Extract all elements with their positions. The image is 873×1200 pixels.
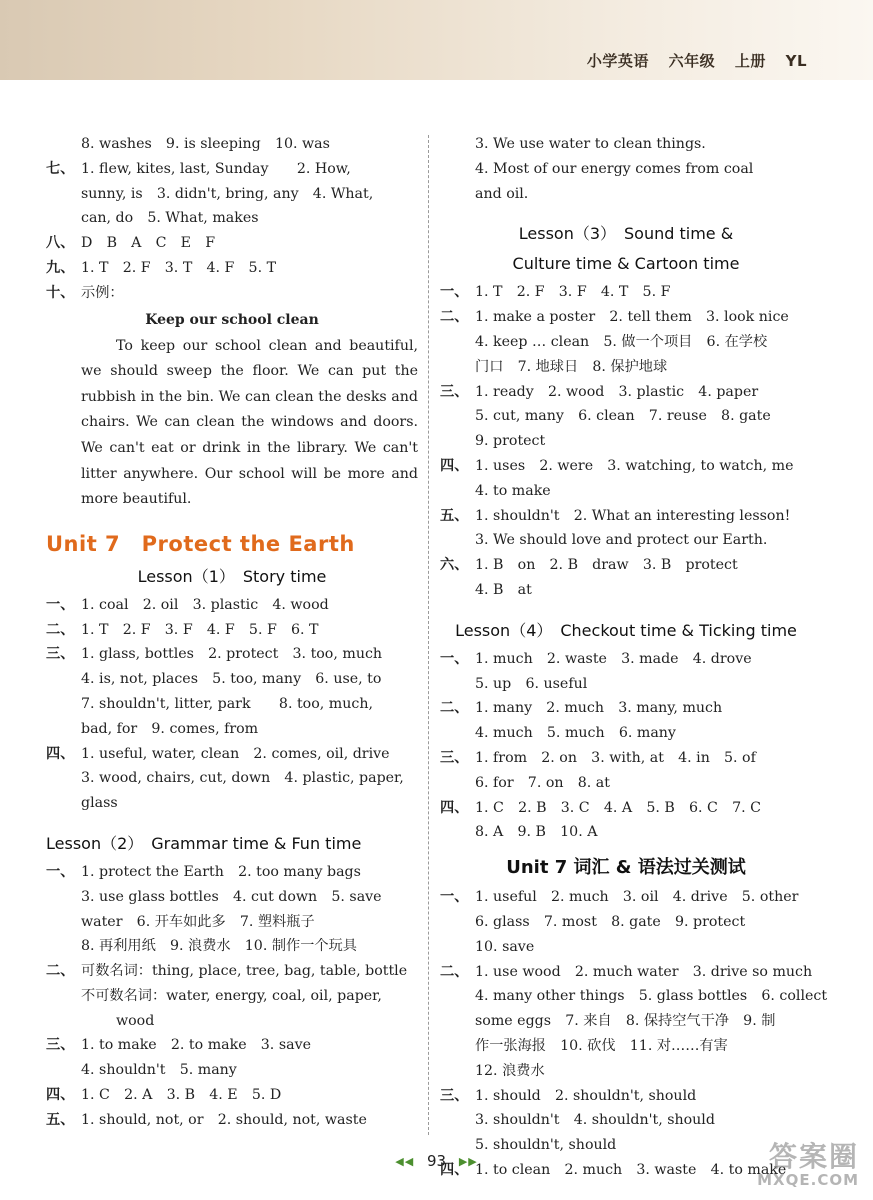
answer-text: 1. B on 2. B draw 3. B protect [475, 557, 738, 574]
answer-line [46, 256, 418, 281]
lesson4-answers [440, 647, 812, 845]
answer-line [440, 132, 812, 157]
answer-line [440, 771, 812, 796]
left-column [46, 132, 418, 1133]
lesson4-title: Lesson（4） Checkout time & Ticking time [455, 620, 797, 640]
header-grade: 六年级 [668, 52, 716, 70]
question-number: 五、 [46, 1111, 75, 1128]
unit-test-title: Unit 7 词汇 & 语法过关测试 [506, 857, 746, 879]
question-number: 三、 [440, 749, 469, 766]
answer-text: 示例： [81, 284, 124, 301]
answer-text: 5. shouldn't, should [475, 1137, 617, 1154]
answer-line [46, 157, 418, 182]
answer-text: 1. useful, water, clean 2. comes, oil, drive [81, 745, 390, 762]
header-edition: YL [785, 52, 807, 70]
lesson3-answers [440, 280, 812, 602]
question-number: 三、 [440, 1087, 469, 1104]
answer-text: can, do 5. What, makes [81, 210, 259, 227]
essay-body [46, 334, 418, 513]
answer-line [440, 355, 812, 380]
answer-text: 4. B at [475, 581, 532, 598]
lesson2-answers [46, 860, 418, 1133]
answer-line [46, 959, 418, 984]
question-number: 三、 [440, 383, 469, 400]
answer-line [440, 820, 812, 845]
answer-line [46, 766, 418, 791]
answer-line [440, 984, 828, 1009]
question-number: 一、 [46, 863, 75, 880]
question-number: 一、 [440, 650, 469, 667]
answer-text: 1. T 2. F 3. F 4. F 5. F 6. T [81, 621, 319, 638]
watermark-text: 答案圈 [768, 1140, 859, 1173]
watermark-logo [757, 1142, 859, 1188]
header-subject: 小学英语 [586, 52, 649, 70]
answer-line [440, 479, 812, 504]
answer-text: 1. from 2. on 3. with, at 4. in 5. of [475, 749, 756, 766]
answer-text: 12. 浪费水 [475, 1062, 545, 1079]
essay-title: Keep our school clean [145, 311, 319, 328]
answer-text: 4. Most of our energy comes from coal [475, 160, 754, 177]
answer-text: 作一张海报 10. 砍伐 11. 对……有害 [475, 1037, 728, 1054]
answer-line [440, 280, 812, 305]
question-number: 六、 [440, 557, 469, 574]
answer-line [440, 672, 812, 697]
answer-line [440, 935, 812, 960]
question-number: 二、 [440, 700, 469, 717]
question-number: 三、 [46, 1037, 75, 1054]
answer-text: 1. coal 2. oil 3. plastic 4. wood [81, 596, 329, 613]
answer-line [46, 281, 418, 306]
answer-line [46, 717, 418, 742]
question-number: 十、 [46, 284, 75, 301]
answer-line [440, 553, 812, 578]
answer-text: 10. save [475, 938, 535, 955]
lesson3-title-line2: Culture time & Cartoon time [512, 254, 740, 274]
question-number: 三、 [46, 646, 75, 663]
answer-text: 1. many 2. much 3. many, much [475, 700, 723, 717]
left-top-answers [46, 132, 418, 306]
question-number: 二、 [46, 963, 75, 980]
answer-line [440, 429, 812, 454]
answer-text: sunny, is 3. didn't, bring, any 4. What, [81, 185, 374, 202]
answer-text: 3. We use water to clean things. [475, 136, 706, 152]
answer-text: 1. flew, kites, last, Sunday 2. How, [81, 160, 351, 177]
answer-text: 1. should 2. shouldn't, should [475, 1087, 697, 1104]
answer-text: 可数名词：thing, place, tree, bag, table, bottle [81, 963, 408, 980]
answer-text: 不可数名词：water, energy, coal, oil, paper, [81, 987, 382, 1004]
answer-text: 8. 再利用纸 9. 浪费水 10. 制作一个玩具 [81, 938, 357, 955]
answer-line [46, 231, 418, 256]
question-number: 一、 [440, 889, 469, 906]
answer-line [440, 960, 812, 985]
answer-text: 1. shouldn't 2. What an interesting lesson! [475, 507, 791, 524]
answer-line [440, 380, 812, 405]
answer-text: 5. up 6. useful [475, 675, 588, 692]
answer-line [440, 647, 812, 672]
answer-line [46, 1108, 418, 1133]
answer-text: 6. for 7. on 8. at [475, 774, 610, 791]
answer-text: 1. protect the Earth 2. too many bags [81, 863, 361, 880]
answer-line [46, 910, 418, 935]
answer-text: D B A C E F [81, 235, 216, 252]
answer-line [440, 1108, 812, 1133]
essay-text: To keep our school clean and beautiful, we should sweep the floor. We can put the rubbish in the bin. We can clean the desks and chairs. We can clean the windows and doors. We can't eat or drink in the library. We can't litter anywhere. Our school will be more and more beautiful. [81, 337, 418, 508]
answer-line [440, 330, 812, 355]
answer-text: 6. glass 7. most 8. gate 9. protect [475, 913, 746, 930]
column-divider [428, 135, 429, 1135]
answer-text: 9. protect [475, 433, 546, 450]
answer-text: 1. uses 2. were 3. watching, to watch, me [475, 457, 794, 474]
lesson1-answers [46, 593, 418, 816]
answer-line [440, 1059, 812, 1084]
answer-line [46, 1083, 418, 1108]
unit-title: Unit 7 Protect the Earth [46, 531, 355, 556]
question-number: 四、 [440, 457, 469, 474]
question-number: 九、 [46, 259, 75, 276]
answer-line [440, 721, 812, 746]
answer-line [46, 642, 418, 667]
answer-text: some eggs 7. 来自 8. 保持空气干净 9. 制 [475, 1013, 776, 1030]
question-number: 五、 [440, 507, 469, 524]
answer-text: 7. shouldn't, litter, park 8. too, much, [81, 695, 373, 712]
answer-line [46, 1033, 418, 1058]
answer-line [46, 742, 418, 767]
answer-text: 1. much 2. waste 3. made 4. drove [475, 650, 752, 667]
question-number: 二、 [440, 309, 469, 326]
question-number: 四、 [46, 745, 75, 762]
answer-line [46, 206, 418, 231]
question-number: 四、 [46, 1087, 75, 1104]
answer-line [440, 504, 812, 529]
question-number: 一、 [440, 284, 469, 301]
answer-text: 4. many other things 5. glass bottles 6. collect [475, 988, 828, 1005]
answer-text: 1. T 2. F 3. F 4. T 5. F [475, 284, 671, 301]
answer-line [46, 593, 418, 618]
answer-line [440, 578, 812, 603]
answer-line [46, 132, 418, 157]
answer-text: 1. to clean 2. much 3. waste 4. to make [475, 1161, 787, 1178]
answer-text: 1. C 2. B 3. C 4. A 5. B 6. C 7. C [475, 799, 761, 816]
answer-text: 1. use wood 2. much water 3. drive so much [475, 963, 813, 980]
answer-line [440, 305, 812, 330]
question-number: 四、 [440, 1161, 469, 1178]
answer-text: 1. ready 2. wood 3. plastic 4. paper [475, 383, 759, 400]
answer-line [46, 618, 418, 643]
answer-text: wood [116, 1012, 155, 1029]
question-number: 二、 [46, 621, 75, 638]
watermark-url: MXQE.COM [757, 1171, 859, 1189]
answer-line [440, 404, 812, 429]
answer-text: 1. to make 2. to make 3. save [81, 1037, 311, 1054]
answer-line [440, 1084, 812, 1109]
answer-line [440, 746, 812, 771]
answer-text: 门口 7. 地球日 8. 保护地球 [475, 358, 668, 375]
answer-text: 3. use glass bottles 4. cut down 5. save [81, 888, 382, 905]
answer-line [46, 791, 418, 816]
header-volume: 上册 [734, 52, 766, 70]
answer-line [46, 692, 418, 717]
answer-text: 4. keep … clean 5. 做一个项目 6. 在学校 [475, 333, 768, 350]
answer-text: 1. C 2. A 3. B 4. E 5. D [81, 1087, 282, 1104]
answer-line [440, 182, 812, 207]
answer-text: 4. shouldn't 5. many [81, 1062, 237, 1079]
answer-text: water 6. 开车如此多 7. 塑料瓶子 [81, 913, 315, 930]
answer-text: 8. A 9. B 10. A [475, 824, 598, 841]
question-number: 七、 [46, 160, 75, 177]
answer-text: 3. We should love and protect our Earth. [475, 532, 768, 549]
lesson3-title-line1: Lesson（3） Sound time & [518, 224, 734, 244]
next-page-arrows[interactable]: ▶▶ [458, 1155, 478, 1168]
right-top-answers [440, 132, 812, 206]
answer-line [440, 1034, 812, 1059]
answer-line [440, 796, 812, 821]
page-footer [0, 1152, 873, 1170]
answer-line [46, 885, 418, 910]
answer-line [46, 182, 418, 207]
answer-text: 4. much 5. much 6. many [475, 725, 676, 742]
answer-line [440, 885, 812, 910]
answer-text: 8. washes 9. is sleeping 10. was [81, 136, 330, 152]
lesson1-title: Lesson（1） Story time [137, 566, 327, 586]
answer-line [440, 696, 812, 721]
answer-text: 4. to make [475, 482, 551, 499]
answer-text: 5. cut, many 6. clean 7. reuse 8. gate [475, 408, 771, 425]
answer-line [46, 667, 418, 692]
answer-text: 3. wood, chairs, cut, down 4. plastic, paper, [81, 770, 404, 787]
page-header [0, 0, 873, 80]
answer-line [440, 454, 812, 479]
answer-text: 4. is, not, places 5. too, many 6. use, to [81, 671, 382, 688]
answer-line [440, 528, 812, 553]
answer-line [46, 1009, 418, 1034]
answer-text: 1. glass, bottles 2. protect 3. too, much [81, 646, 383, 663]
question-number: 二、 [440, 963, 469, 980]
question-number: 一、 [46, 596, 75, 613]
answer-text: and oil. [475, 185, 529, 202]
answer-text: bad, for 9. comes, from [81, 720, 259, 737]
answer-text: 1. make a poster 2. tell them 3. look nice [475, 309, 789, 326]
answer-text: 1. should, not, or 2. should, not, waste [81, 1111, 367, 1128]
answer-line [440, 910, 812, 935]
answer-line [440, 157, 812, 182]
answer-text: 1. useful 2. much 3. oil 4. drive 5. other [475, 889, 799, 906]
answer-text: 1. T 2. F 3. T 4. F 5. T [81, 259, 277, 276]
answer-line [440, 1009, 812, 1034]
header-info [573, 50, 807, 71]
question-number: 四、 [440, 799, 469, 816]
answer-line [46, 860, 418, 885]
answer-line [46, 934, 418, 959]
answer-line [46, 1058, 418, 1083]
question-number: 八、 [46, 235, 75, 252]
answer-text: 3. shouldn't 4. shouldn't, should [475, 1112, 715, 1129]
prev-page-arrows[interactable]: ◀◀ [395, 1155, 415, 1168]
answer-line [46, 984, 418, 1009]
answer-text: glass [81, 795, 118, 812]
lesson2-title: Lesson（2） Grammar time & Fun time [46, 833, 362, 853]
page-number: 93 [426, 1152, 447, 1170]
